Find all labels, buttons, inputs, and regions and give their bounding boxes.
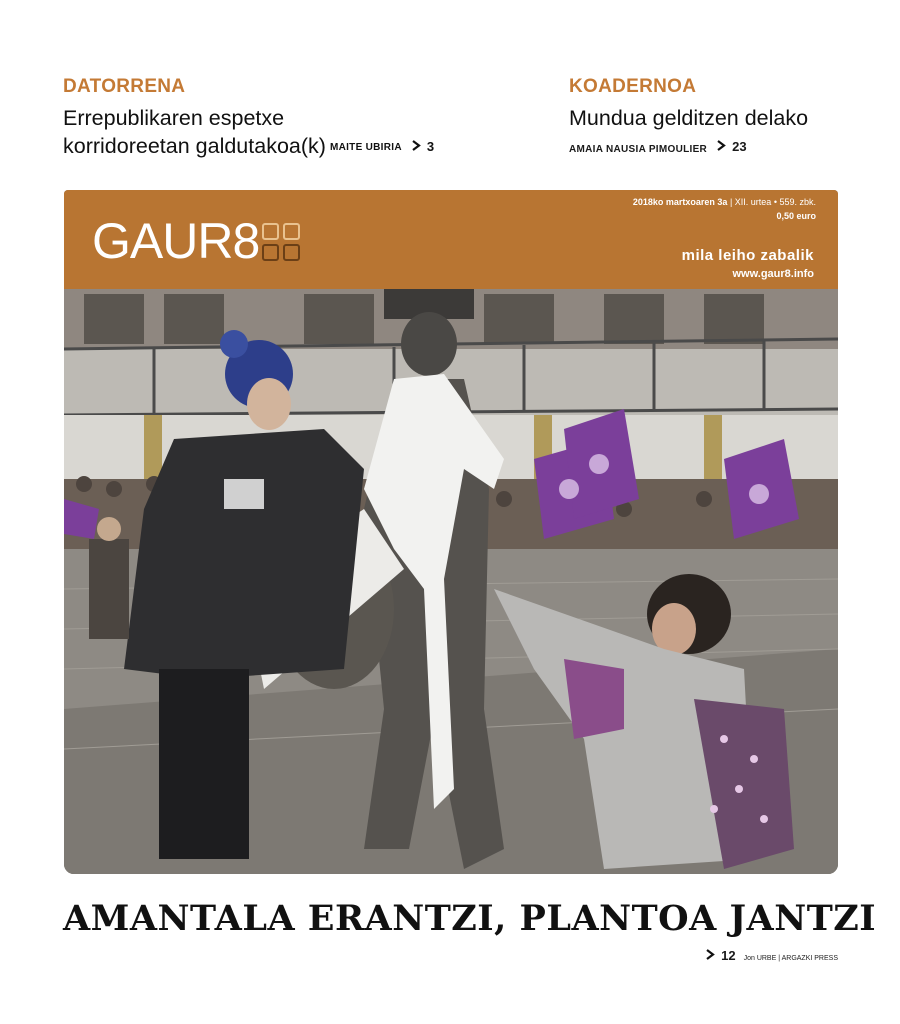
chevron-right-icon <box>717 139 726 154</box>
teaser-datorrena[interactable] <box>63 76 483 162</box>
issue-year: XII. urtea <box>734 197 772 207</box>
cover-photo <box>64 289 838 874</box>
masthead <box>64 190 838 289</box>
cover-page-ref[interactable] <box>706 948 735 963</box>
teaser-kicker: DATORRENA <box>63 76 186 97</box>
teaser-page-ref[interactable] <box>412 139 434 154</box>
teaser-byline-row <box>569 138 869 157</box>
logo-grid-icon <box>262 223 304 265</box>
cover-page-number: 12 <box>721 948 736 963</box>
cover-credit-row <box>706 948 838 967</box>
chevron-right-icon <box>412 133 421 161</box>
teaser-page-number: 23 <box>732 139 747 154</box>
masthead-website[interactable]: www.gaur8.info <box>732 268 814 280</box>
teaser-title-line1: Errepublikaren espetxe <box>63 106 285 130</box>
teaser-title-line2: korridoreetan galdutakoa(k) <box>63 134 326 158</box>
issue-date: 2018ko martxoaren 3a <box>632 197 728 207</box>
teaser-author: AMAIA NAUSIA PIMOULIER <box>569 144 708 155</box>
issue-number: 559. zbk. <box>779 197 816 207</box>
cover-block <box>64 190 838 874</box>
teaser-title-line2-row <box>63 132 483 162</box>
teaser-koadernoa[interactable] <box>569 76 869 157</box>
teaser-title: Mundua gelditzen delako <box>569 106 809 130</box>
chevron-right-icon <box>706 948 715 963</box>
issue-info: 2018ko martxoaren 3a | XII. urtea • 559. zbk. <box>632 197 816 207</box>
teaser-page-number: 3 <box>426 139 435 154</box>
masthead-slogan: mila leiho zabalik <box>681 247 814 264</box>
teaser-author: MAITE UBIRIA <box>329 142 402 153</box>
photo-credit: Jon URBE | ARGAZKI PRESS <box>743 955 838 962</box>
teaser-title <box>63 104 483 162</box>
cover-headline: AMANTALA ERANTZI, PLANTOA JANTZI <box>63 898 877 939</box>
gaur8-logo: GAUR8 <box>92 213 260 269</box>
issue-price: 0,50 euro <box>776 211 816 221</box>
teaser-page-ref[interactable] <box>717 139 746 154</box>
teaser-kicker: KOADERNOA <box>569 76 697 97</box>
